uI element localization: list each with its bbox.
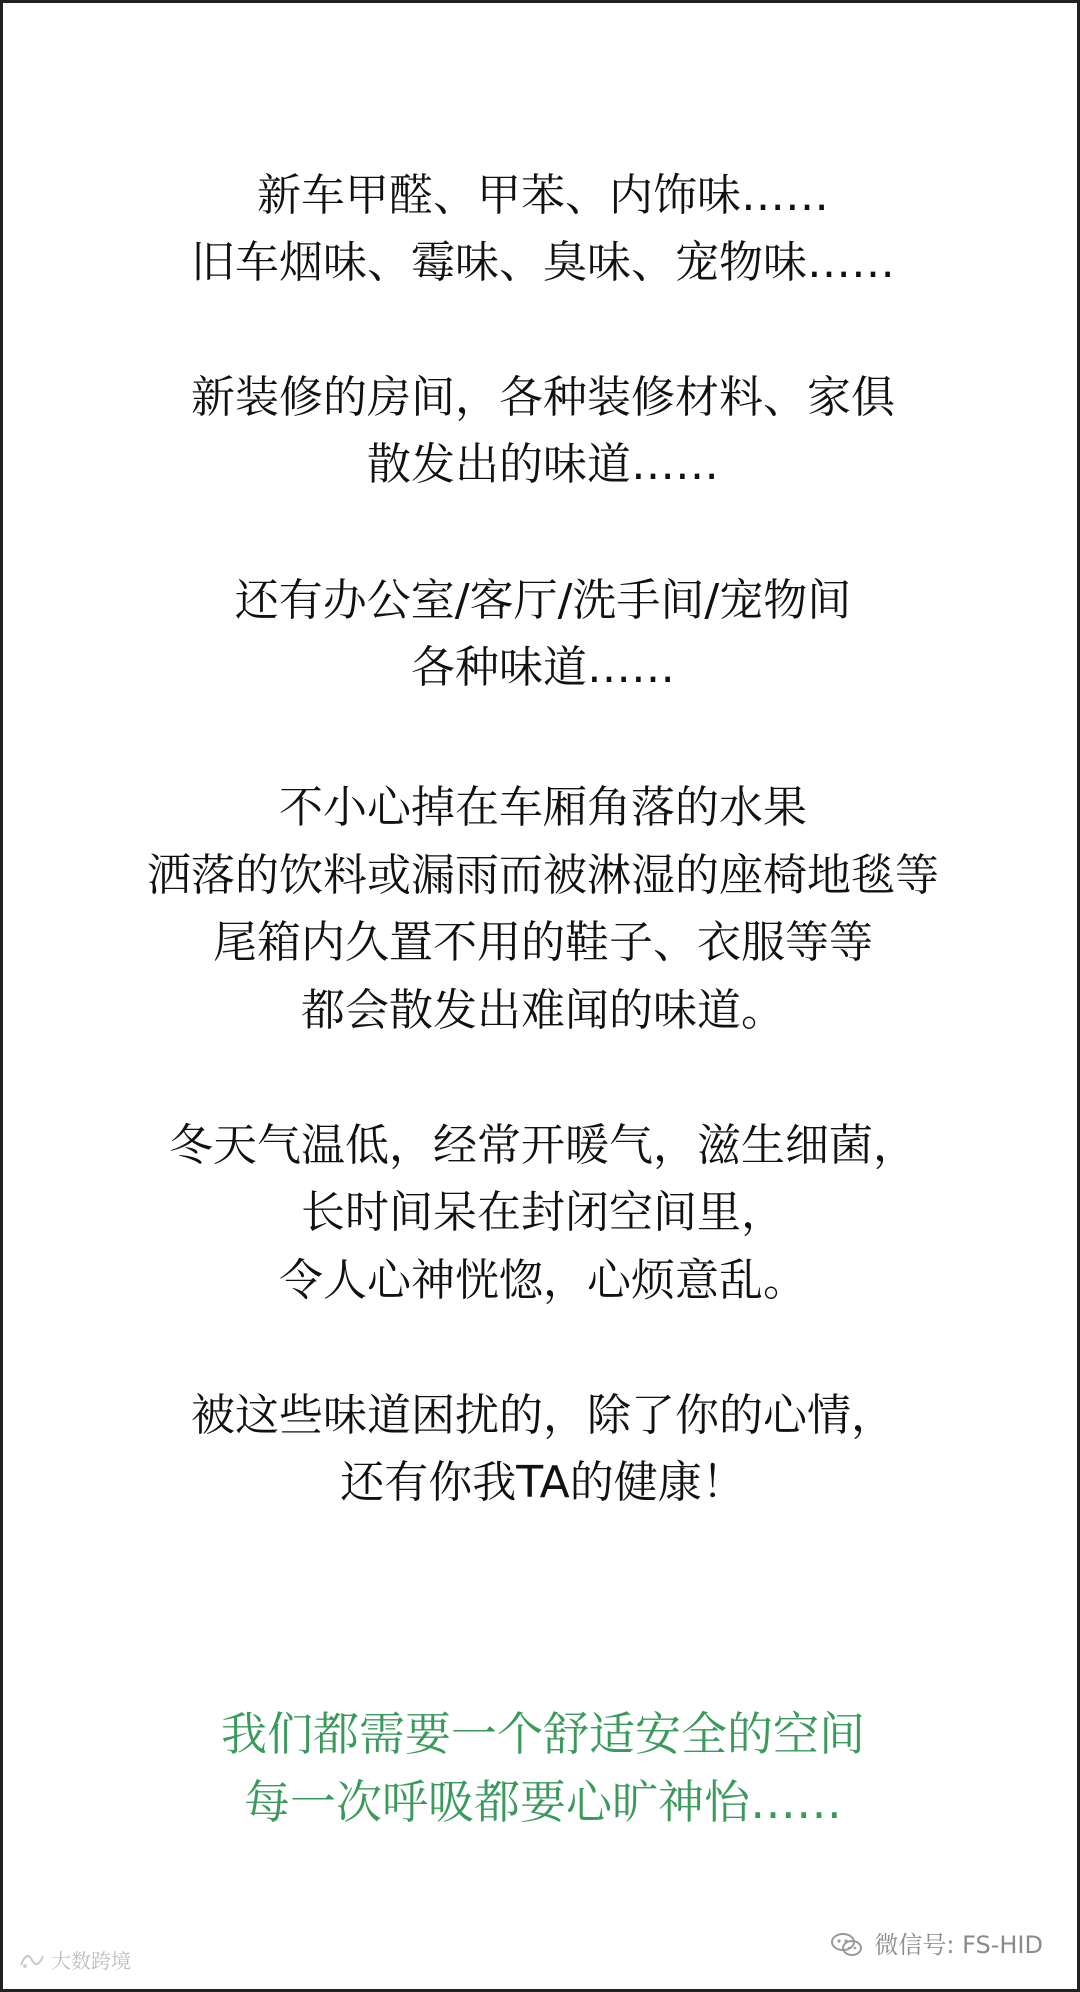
text-line: 洒落的饮料或漏雨而被淋湿的座椅地毯等 bbox=[147, 850, 939, 901]
wechat-icon bbox=[830, 1931, 864, 1959]
text-line: 还有办公室/客厅/洗手间/宠物间 bbox=[234, 575, 852, 626]
text-line: 冬天气温低，经常开暖气，滋生细菌， bbox=[169, 1120, 917, 1171]
text-line: 还有你我TA的健康！ bbox=[340, 1457, 746, 1508]
brand-logo-icon bbox=[19, 1952, 45, 1970]
watermark-text: 微信号: FS-HID bbox=[874, 1931, 1043, 1959]
highlight-line: 每一次呼吸都要心旷神怡…… bbox=[244, 1775, 842, 1829]
text-line: 不小心掉在车厢角落的水果 bbox=[279, 782, 807, 833]
text-line: 新车甲醛、甲苯、内饰味…… bbox=[257, 170, 829, 221]
text-line: 被这些味道困扰的，除了你的心情， bbox=[191, 1390, 895, 1441]
text-line: 各种味道…… bbox=[411, 642, 675, 693]
text-line: 散发出的味道…… bbox=[367, 439, 719, 490]
text-line: 新装修的房间，各种装修材料、家俱 bbox=[191, 372, 895, 423]
text-line: 令人心神恍惚，心烦意乱。 bbox=[279, 1255, 807, 1306]
text-line: 长时间呆在封闭空间里， bbox=[301, 1187, 785, 1238]
wechat-watermark bbox=[830, 1931, 1043, 1959]
text-line: 尾箱内久置不用的鞋子、衣服等等 bbox=[213, 917, 873, 968]
text-line: 都会散发出难闻的味道。 bbox=[301, 985, 785, 1036]
corner-watermark bbox=[19, 1949, 131, 1973]
highlight-line: 我们都需要一个舒适安全的空间 bbox=[221, 1707, 865, 1761]
text-line: 旧车烟味、霉味、臭味、宠物味…… bbox=[191, 237, 895, 288]
corner-watermark-text: 大数跨境 bbox=[51, 1949, 131, 1973]
